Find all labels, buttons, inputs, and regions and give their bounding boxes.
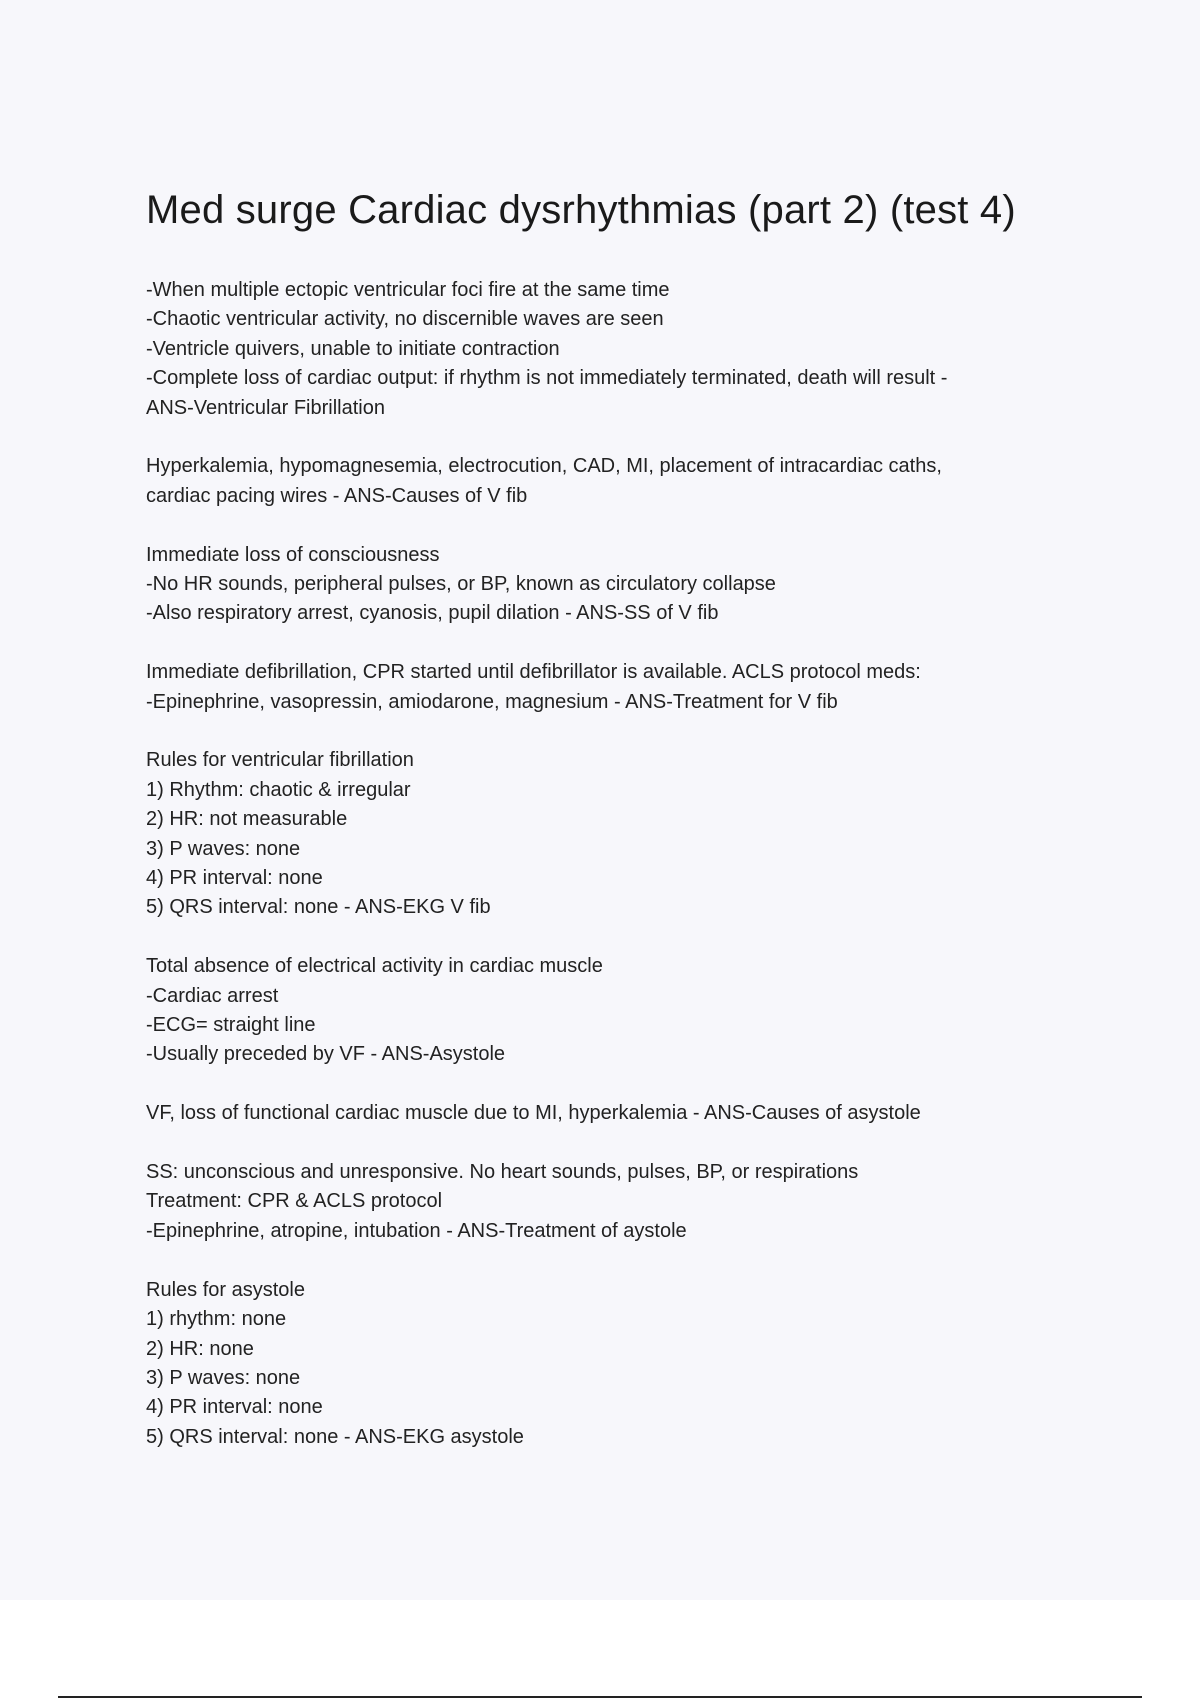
note-line: Immediate loss of consciousness <box>146 543 440 566</box>
note-line: 3) P waves: none <box>146 1366 301 1389</box>
note-line: -When multiple ectopic ventricular foci fire at the same time <box>146 279 670 301</box>
note-line: 5) QRS interval: none - ANS-EKG asystole <box>146 1425 524 1448</box>
note-block <box>146 1276 1076 1452</box>
note-line: -Chaotic ventricular activity, no discernible waves are seen <box>146 308 664 331</box>
note-block <box>146 1158 1076 1246</box>
note-line: 4) PR interval: none <box>146 867 323 890</box>
note-line: -Complete loss of cardiac output: if rhythm is not immediately terminated, death will result - <box>146 367 948 390</box>
note-block <box>146 658 1076 717</box>
document-title: Med surge Cardiac dysrhythmias (part 2) (test 4) <box>146 188 1016 232</box>
note-block <box>146 541 1076 629</box>
footer-divider <box>58 1696 1142 1698</box>
note-line: ANS-Ventricular Fibrillation <box>146 396 385 419</box>
note-line: -Epinephrine, atropine, intubation - ANS-Treatment of aystole <box>146 1219 687 1242</box>
note-line: -Ventricle quivers, unable to initiate contraction <box>146 337 560 360</box>
note-line: 4) PR interval: none <box>146 1396 323 1419</box>
note-block <box>146 746 1076 922</box>
note-line: Rules for ventricular fibrillation <box>146 749 414 772</box>
note-block <box>146 452 1076 511</box>
note-line: -No HR sounds, peripheral pulses, or BP, known as circulatory collapse <box>146 573 776 596</box>
note-line: -Also respiratory arrest, cyanosis, pupil dilation - ANS-SS of V fib <box>146 602 719 625</box>
note-line: cardiac pacing wires - ANS-Causes of V fib <box>146 484 528 507</box>
note-line: 3) P waves: none <box>146 837 301 860</box>
note-line: Hyperkalemia, hypomagnesemia, electrocution, CAD, MI, placement of intracardiac caths, <box>146 455 942 478</box>
note-line: Total absence of electrical activity in cardiac muscle <box>146 955 603 978</box>
note-block <box>146 952 1076 1070</box>
note-line: Rules for asystole <box>146 1278 305 1301</box>
note-block <box>146 276 1076 423</box>
note-line: Treatment: CPR & ACLS protocol <box>146 1190 443 1213</box>
note-line: -Epinephrine, vasopressin, amiodarone, magnesium - ANS-Treatment for V fib <box>146 690 838 713</box>
note-line: 1) Rhythm: chaotic & irregular <box>146 778 411 801</box>
note-line: -Cardiac arrest <box>146 984 279 1007</box>
note-line: 2) HR: none <box>146 1337 254 1360</box>
note-line: 2) HR: not measurable <box>146 808 348 831</box>
note-blocks <box>146 276 1076 1452</box>
note-line: -ECG= straight line <box>146 1014 316 1037</box>
document-content <box>146 186 1076 1482</box>
note-line: -Usually preceded by VF - ANS-Asystole <box>146 1043 506 1066</box>
note-line: Immediate defibrillation, CPR started until defibrillator is available. ACLS protocol meds: <box>146 661 921 684</box>
note-line: 5) QRS interval: none - ANS-EKG V fib <box>146 896 491 919</box>
note-line: SS: unconscious and unresponsive. No heart sounds, pulses, BP, or respirations <box>146 1161 859 1184</box>
note-block <box>146 1099 1076 1128</box>
note-line: VF, loss of functional cardiac muscle due to MI, hyperkalemia - ANS-Causes of asystole <box>146 1102 921 1125</box>
note-line: 1) rhythm: none <box>146 1308 287 1331</box>
